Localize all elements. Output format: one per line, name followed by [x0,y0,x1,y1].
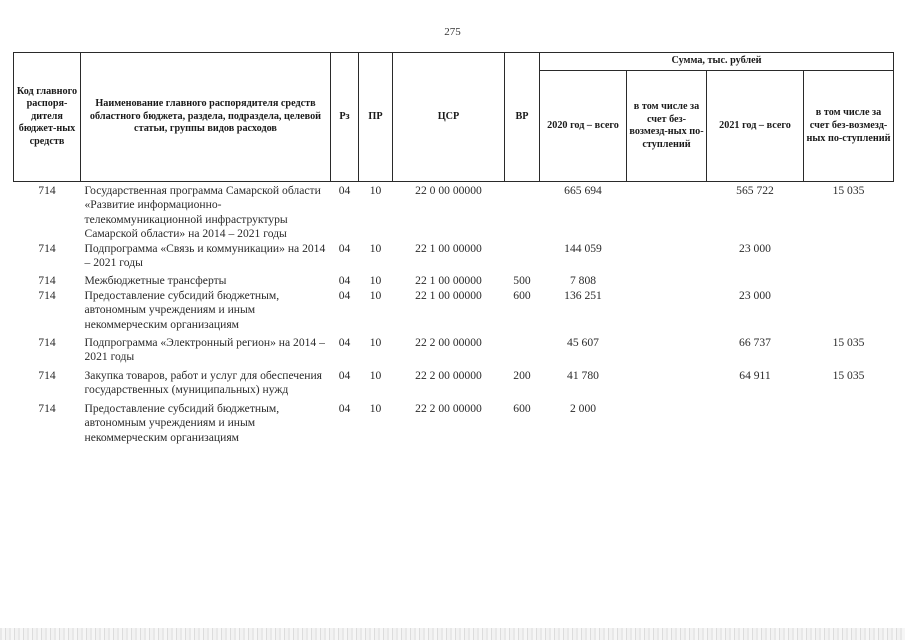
row-2020-total: 665 694 [564,184,602,197]
row-code: 714 [38,184,56,197]
row-2021-total: 64 911 [739,368,771,382]
row-csr: 22 2 00 00000 [415,401,482,415]
row-2020-grants [627,274,707,288]
table-row [14,336,894,365]
row-pr: 10 [369,401,382,415]
row-name: Предоставление субсидий бюджетным, автономным учреждениям и иным некоммерческим организациям [84,288,280,331]
page-number: 275 [444,26,461,38]
row-pr: 10 [369,336,382,350]
row-vr: 600 [513,288,531,302]
table-row [14,242,894,271]
row-name: Подпрограмма «Электронный регион» на 2014 – 2021 годы [84,336,325,364]
header-pr: ПР [359,53,393,182]
table-row [14,289,894,332]
row-pr: 10 [369,288,382,302]
row-pr: 10 [369,368,382,382]
row-vr: 200 [513,368,531,382]
header-rz: Рз [331,53,359,182]
header-vr: ВР [505,53,540,182]
row-vr [505,336,540,365]
row-csr: 22 1 00 00000 [415,241,482,255]
header-sum-group: Сумма, тыс. рублей [540,53,894,71]
row-vr [505,182,540,242]
row-rz: 04 [338,241,351,255]
row-2021-grants [804,242,894,271]
row-vr [505,242,540,271]
row-csr: 22 1 00 00000 [415,274,482,288]
row-2020-total: 136 251 [564,288,602,302]
row-code: 714 [38,401,56,415]
header-2021-total: 2021 год – всего [707,71,804,182]
row-vr: 500 [513,274,531,288]
table-row [14,369,894,398]
table-row [14,402,894,445]
row-name: Межбюджетные трансферты [84,274,227,288]
row-2021-total [707,274,804,288]
row-2021-grants [804,289,894,332]
row-pr: 10 [369,274,382,288]
table-row [14,274,894,288]
row-2021-total: 565 722 [736,184,774,197]
row-vr: 600 [513,401,531,415]
row-2020-total: 7 808 [569,274,597,288]
row-pr: 10 [369,184,382,197]
row-code: 714 [38,368,56,382]
row-2021-grants: 15 035 [832,184,865,197]
row-name: Закупка товаров, работ и услуг для обеспечения государственных (муниципальных) нужд [84,368,323,397]
row-2020-grants [627,402,707,445]
row-2020-grants [627,182,707,242]
row-2020-total: 45 607 [567,336,599,350]
row-rz: 04 [338,401,351,415]
row-csr: 22 1 00 00000 [415,288,482,302]
header-csr: ЦСР [393,53,505,182]
row-2020-total: 144 059 [564,241,602,255]
row-2021-grants: 15 035 [832,368,865,382]
row-csr: 22 2 00 00000 [415,368,482,382]
row-csr: 22 2 00 00000 [415,336,482,350]
row-2020-grants [627,289,707,332]
header-name: Наименование главного распорядителя средств областного бюджета, раздела, подраздела, целевой статьи, группы видов расходов [81,53,331,182]
row-name: Предоставление субсидий бюджетным, автономным учреждениям и иным некоммерческим организациям [84,401,280,444]
header-2020-total: 2020 год – всего [540,71,627,182]
row-code: 714 [38,241,56,255]
row-rz: 04 [338,368,351,382]
header-code: Код главного распоря-дителя бюджет-ных средств [14,53,81,182]
row-2020-grants [627,336,707,365]
row-2021-total: 23 000 [739,288,771,302]
row-2020-total: 2 000 [569,401,597,415]
row-2020-total: 41 780 [567,368,599,382]
row-code: 714 [38,274,56,288]
row-name: Государственная программа Самарской области «Развитие информационно-телекоммуникационной инфраструктуры Самарской области» на 2014 – 2021 годы [84,184,321,241]
header-2020-grants: в том числе за счет без-возмезд-ных по-ступлений [627,71,707,182]
scan-edge [0,628,905,640]
row-2021-total [707,402,804,445]
table-row [14,182,894,242]
row-pr: 10 [369,241,382,255]
row-2020-grants [627,369,707,398]
row-2020-grants [627,242,707,271]
row-name: Подпрограмма «Связь и коммуникации» на 2014 – 2021 годы [84,241,326,270]
row-csr: 22 0 00 00000 [415,184,482,197]
row-rz: 04 [338,336,351,350]
row-rz: 04 [338,184,351,197]
row-rz: 04 [338,288,351,302]
row-2021-grants [804,402,894,445]
row-2021-grants [804,274,894,288]
row-2021-total: 23 000 [739,241,771,255]
budget-table [13,52,894,445]
row-rz: 04 [338,274,351,288]
row-2021-grants: 15 035 [832,336,865,350]
header-2021-grants: в том числе за счет без-возмезд-ных по-ступлений [804,71,894,182]
row-2021-total: 66 737 [739,336,771,350]
row-code: 714 [38,288,56,302]
row-code: 714 [38,336,56,350]
